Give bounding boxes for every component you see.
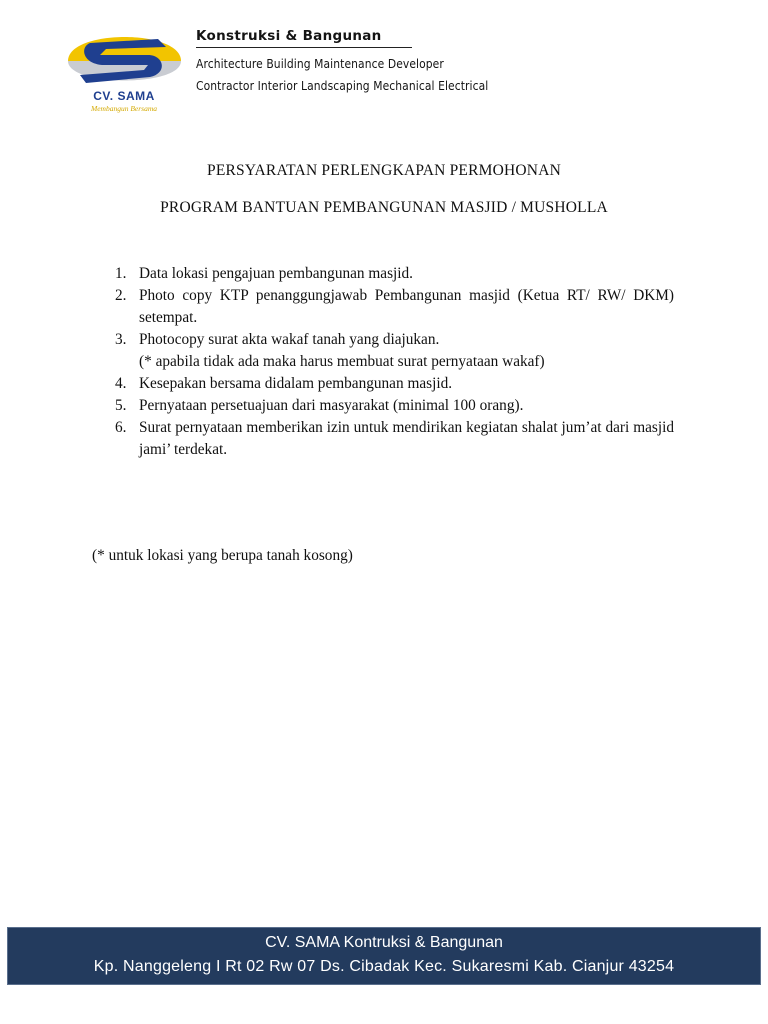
requirement-number: 3. [115, 331, 127, 348]
requirement-text: Photocopy surat akta wakaf tanah yang diajukan. [139, 331, 440, 348]
requirement-number: 6. [115, 419, 127, 436]
requirement-item [111, 285, 674, 329]
footer-address: Kp. Nanggeleng I Rt 02 Rw 07 Ds. Cibadak Kec. Sukaresmi Kab. Cianjur 43254 [93, 958, 675, 975]
requirement-number: 1. [115, 265, 127, 282]
footer-bar [7, 927, 761, 985]
company-name: Konstruksi & Bangunan [196, 28, 412, 48]
requirement-item [111, 417, 674, 461]
requirement-text: Data lokasi pengajuan pembangunan masjid. [139, 265, 413, 282]
services-line-2: Contractor Interior Landscaping Mechanical Electrical [196, 78, 489, 93]
requirements-list [111, 263, 674, 461]
requirement-number: 4. [115, 375, 127, 392]
logo-tagline: Membangun Bersama [90, 104, 158, 113]
requirement-number: 5. [115, 397, 127, 414]
document-title-line-1: PERSYARATAN PERLENGKAPAN PERMOHONAN [207, 162, 561, 179]
requirement-note: (* apabila tidak ada maka harus membuat surat pernyataan wakaf) [139, 353, 545, 370]
requirement-item [111, 263, 674, 285]
requirement-text: Pernyataan persetuajuan dari masyarakat (minimal 100 orang). [139, 397, 524, 414]
document-title-line-2: PROGRAM BANTUAN PEMBANGUNAN MASJID / MUSHOLLA [160, 199, 608, 216]
company-logo [62, 21, 187, 114]
requirement-text: Kesepakan bersama didalam pembangunan masjid. [139, 375, 453, 392]
logo-label: CV. SAMA [93, 89, 155, 103]
requirement-item [111, 395, 674, 417]
services-line-1: Architecture Building Maintenance Developer [196, 56, 444, 71]
logo-graphic [62, 21, 187, 114]
requirement-item [111, 329, 674, 373]
requirement-number: 2. [115, 287, 127, 304]
footer-company: CV. SAMA Kontruksi & Bangunan [265, 934, 503, 951]
requirement-text: Photo copy KTP penanggungjawab Pembangunan masjid (Ketua RT/ RW/ DKM) setempat. [139, 287, 674, 326]
company-header [196, 28, 536, 93]
requirement-item [111, 373, 674, 395]
requirement-text: Surat pernyataan memberikan izin untuk mendirikan kegiatan shalat jum’at dari masjid jami’ terdekat. [139, 419, 674, 458]
footnote: (* untuk lokasi yang berupa tanah kosong) [92, 547, 353, 564]
